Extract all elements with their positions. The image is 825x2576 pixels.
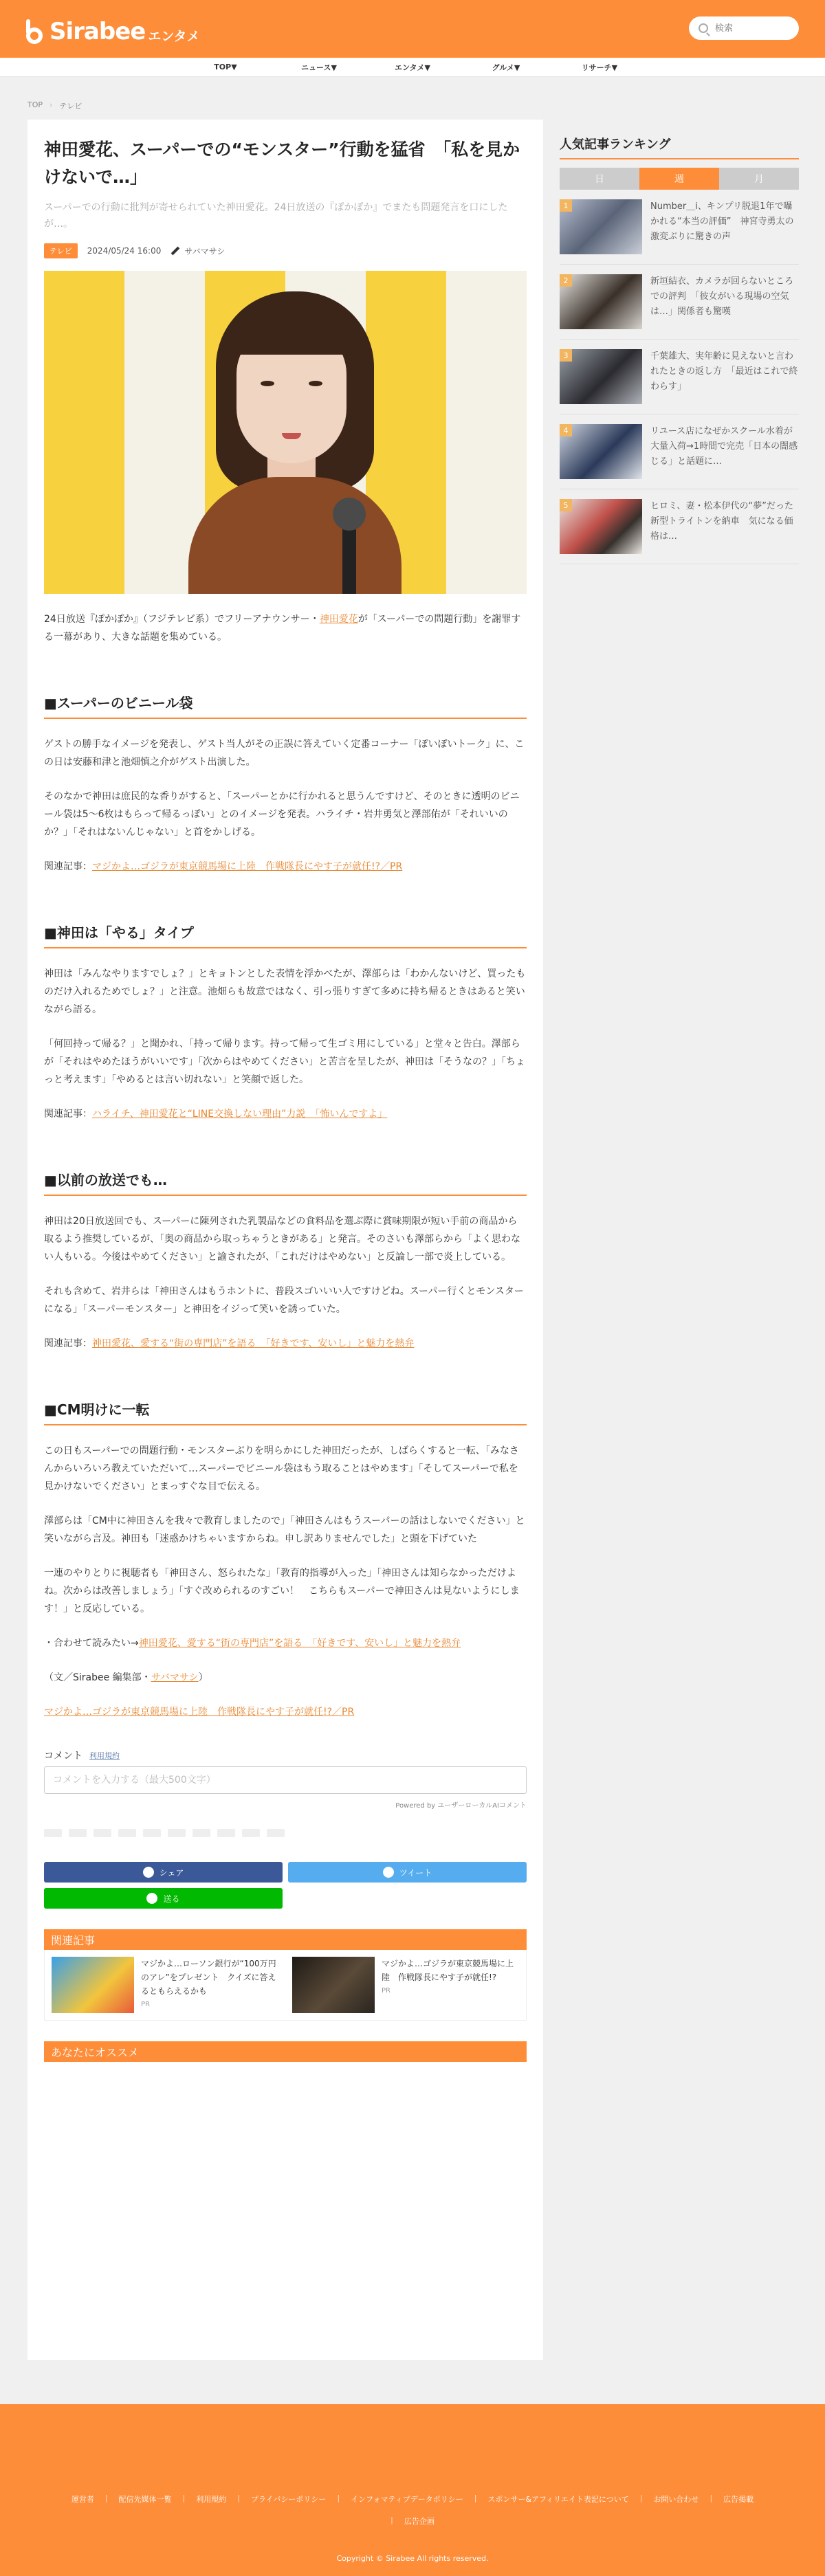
search-input[interactable] [715, 23, 784, 34]
line-icon [146, 1893, 157, 1904]
ranking-item[interactable] [560, 414, 799, 489]
article-author[interactable] [170, 245, 225, 257]
pr-link[interactable]: マジかよ…ゴジラが東京競馬場に上陸 作戦隊長にやす子が就任!?／PR [44, 1707, 355, 1718]
article-body [44, 610, 527, 1721]
rank-number: 4 [560, 424, 572, 436]
footer-link[interactable]: プライバシーポリシー [250, 2495, 327, 2504]
global-nav [0, 58, 825, 77]
also-read: ・合わせて読みたい→神田愛花、愛する“街の専門店”を語る 「好きです、安いし」と魅力を熱弁 [44, 1638, 461, 1649]
related-box [44, 1950, 527, 2021]
related-item[interactable] [285, 1950, 526, 2020]
paragraph: それも含めて、岩井らは「神田さんはもうホントに、普段スゴいいい人ですけどね。スーパー行くとモンスターになる」「スーパーモンスター」と神田をイジって笑いを誘っていた。 [44, 1286, 524, 1315]
tag[interactable] [44, 1829, 62, 1837]
ranking-thumbnail [560, 349, 642, 404]
tag[interactable] [217, 1829, 235, 1837]
tag[interactable] [192, 1829, 210, 1837]
article-main [28, 120, 543, 2360]
tag[interactable] [168, 1829, 186, 1837]
ranking-item[interactable] [560, 340, 799, 414]
related-box-heading: 関連記事 [44, 1929, 527, 1950]
rank-number: 1 [560, 199, 572, 212]
footer-link[interactable]: インフォマティブデータポリシー [351, 2495, 463, 2504]
ranking-thumbnail [560, 199, 642, 254]
related-article: 関連記事：マジかよ…ゴジラが東京競馬場に上陸 作戦隊長にやす子が就任!?／PR [44, 861, 403, 872]
comment-area [44, 1748, 527, 1810]
tag[interactable] [267, 1829, 285, 1837]
related-thumbnail [292, 1957, 375, 2013]
related-link[interactable]: 神田愛花、愛する“街の専門店”を語る 「好きです、安いし」と魅力を熱弁 [92, 1338, 415, 1349]
recommend-heading: あなたにオススメ [44, 2041, 527, 2062]
paragraph: そのなかで神田は庶民的な香りがすると、「スーパーとかに行かれると思うんですけど、そのときに透明のビニール袋は5〜6枚はもらって帰るっぽい」とのイメージを発表。ハライチ・岩井勇気と澤部佑が「それいいのか？」「それはないんじゃない」と首をかしげる。 [44, 791, 520, 838]
paragraph: 澤部らは「CM中に神田さんを我々で教育しましたので」「神田さんはもうスーパーの話はしないでください」と笑いながら言及。神田も「迷惑かけちゃいますからね。申し訳ありませんでした」と頭を下げていた [44, 1515, 525, 1544]
article-credit: （文／Sirabee 編集部・サバマサシ） [44, 1672, 208, 1683]
related-link[interactable]: ハライチ、神田愛花と“LINE交換しない理由”力説 「怖いんですよ」 [92, 1109, 388, 1120]
logo-sub: エンタメ [148, 28, 200, 44]
related-article: 関連記事：神田愛花、愛する“街の専門店”を語る 「好きです、安いし」と魅力を熱弁 [44, 1338, 415, 1349]
nav-entame[interactable]: エンタメ▼ [394, 63, 431, 72]
tag-list [44, 1829, 527, 1837]
facebook-icon [143, 1867, 154, 1878]
tag[interactable] [69, 1829, 87, 1837]
tag[interactable] [242, 1829, 260, 1837]
intro-person-link[interactable]: 神田愛花 [319, 614, 358, 625]
tag[interactable] [118, 1829, 136, 1837]
section-heading: ■スーパーのビニール袋 [44, 694, 527, 719]
comment-label: コメント [44, 1751, 82, 1762]
ranking-tabs [560, 168, 799, 190]
tag[interactable] [94, 1829, 111, 1837]
related-thumbnail [52, 1957, 134, 2013]
share-buttons [44, 1862, 527, 1909]
hero-image [44, 271, 527, 594]
nav-news[interactable]: ニュース▼ [301, 63, 337, 72]
also-read-link[interactable]: 神田愛花、愛する“街の専門店”を語る 「好きです、安いし」と魅力を熱弁 [138, 1638, 461, 1649]
ranking-item[interactable] [560, 190, 799, 265]
ranking-thumbnail [560, 499, 642, 554]
breadcrumb-category[interactable]: テレビ [59, 102, 82, 111]
paragraph: ゲストの勝手なイメージを発表し、ゲスト当人がその正誤に答えていく定番コーナー「ぽいぽいトーク」に、この日は安藤和津と池畑慎之介がゲスト出演した。 [44, 739, 525, 768]
footer-link[interactable]: 広告掲載 [723, 2495, 754, 2504]
ranking-title: ヒロミ、妻・松本伊代の“夢”だった新型トライトンを納車 気になる価格は… [650, 501, 793, 542]
ranking-title: 千葉雄大、実年齢に見えないと言われたときの返し方 「最近はこれで終わらす」 [650, 351, 798, 392]
footer-link[interactable]: スポンサー&アフィリエイト表記について [487, 2495, 629, 2504]
related-title: マジかよ…ローソン銀行が“100万円のアレ”をプレゼント クイズに答えるともらえるかも [141, 1959, 276, 1996]
ranking-item[interactable] [560, 265, 799, 340]
footer-link[interactable]: 利用規約 [196, 2495, 227, 2504]
site-logo[interactable] [25, 18, 200, 45]
ranking-title: リユース店になぜかスクール水着が大量入荷→1時間で完売「日本の闇感じる」と話題に… [650, 426, 798, 467]
rank-number: 2 [560, 274, 572, 287]
nav-research[interactable]: リサーチ▼ [581, 63, 618, 72]
rank-number: 3 [560, 349, 572, 362]
comment-credit: Powered by ユーザーローカルAIコメント [395, 1802, 527, 1810]
paragraph: 神田は20日放送回でも、スーパーに陳列された乳製品などの食料品を選ぶ際に賞味期限が短い手前の商品から取るよう推奨しているが、「奥の商品から取っちゃうときがある」と発言。そのさいも澤部らから「よく思わない人もいる。今後はやめてください」と諭されたが、「これだけはやめない」と反論し一部で炎上している。 [44, 1216, 520, 1263]
footer-link[interactable]: お問い合わせ [653, 2495, 699, 2504]
pr-label: PR [382, 1987, 390, 1995]
footer-link[interactable]: 運営者 [71, 2495, 94, 2504]
category-badge[interactable]: テレビ [44, 243, 78, 258]
ranking-thumbnail [560, 424, 642, 479]
search-icon [698, 23, 708, 33]
article-meta [44, 243, 527, 258]
related-item[interactable] [45, 1950, 285, 2020]
article-lead: スーパーでの行動に批判が寄せられていた神田愛花。24日放送の『ぽかぽか』でまたも問題発言を口にしたが…。 [44, 202, 508, 230]
pen-icon [171, 247, 180, 256]
logo-mark-icon [25, 19, 45, 44]
tab-day[interactable]: 日 [560, 168, 639, 190]
ranking-heading: 人気記事ランキング [560, 120, 799, 159]
pr-label: PR [141, 2001, 150, 2008]
site-header [0, 0, 825, 58]
logo-text: Sirabee [50, 18, 146, 45]
copyright: Copyright © Sirabee All rights reserved. [336, 2554, 489, 2563]
footer-link[interactable]: 広告企画 [404, 2517, 434, 2526]
section-heading: ■以前の放送でも… [44, 1171, 527, 1196]
breadcrumb-top[interactable]: TOP [28, 100, 43, 109]
twitter-icon [383, 1867, 394, 1878]
ranking-item[interactable] [560, 489, 799, 564]
paragraph: 神田は「みんなやりますでしょ？」とキョトンとした表情を浮かべたが、澤部らは「わかんないけど、買ったものだけ入れるためでしょ？」と注意。池畑らも故意ではなく、引っ張りすぎて多めに持ち帰るときはあると笑いながら語る。 [44, 968, 526, 1015]
search-box[interactable] [689, 16, 799, 40]
section-heading: ■CM明けに一転 [44, 1401, 527, 1425]
footer-link[interactable]: 配信先媒体一覧 [118, 2495, 172, 2504]
tab-week[interactable]: 週 [639, 168, 719, 190]
nav-top[interactable]: TOP▼ [214, 63, 237, 71]
ranking-title: 新垣結衣、カメラが回らないところでの評判 「彼女がいる現場の空気は…」関係者も驚嘆 [650, 276, 794, 317]
pr-line [44, 1703, 527, 1721]
breadcrumb-separator: › [50, 100, 53, 109]
related-title: マジかよ…ゴジラが東京競馬場に上陸 作戦隊長にやす子が就任!? [382, 1959, 514, 1982]
twitter-share-button[interactable]: ツイート [288, 1862, 527, 1883]
article-title: 神田愛花、スーパーでの“モンスター”行動を猛省 「私を見かけないで…」 [44, 140, 520, 187]
breadcrumb [28, 100, 82, 111]
site-footer [0, 2404, 825, 2576]
intro-paragraph: 24日放送『ぽかぽか』（フジテレビ系）でフリーアナウンサー・神田愛花が「スーパーでの問題行動」を謝罪する一幕があり、大きな話題を集めている。 [44, 614, 521, 643]
related-article: 関連記事：ハライチ、神田愛花と“LINE交換しない理由”力説 「怖いんですよ」 [44, 1109, 388, 1120]
microphone-icon [333, 498, 366, 531]
nav-gourmet[interactable]: グルメ▼ [492, 63, 520, 72]
line-share-button[interactable]: 送る [44, 1888, 283, 1909]
paragraph: 一連のやりとりに視聴者も「神田さん、怒られたな」「教育的指導が入った」「神田さんは知らなかっただけよね。次からは改善しましょう」「すぐ改められるのすごい！ こちらもスーパーで神田さんは見ないようにします！」と反応している。 [44, 1568, 520, 1614]
paragraph: この日もスーパーでの問題行動・モンスターぶりを明らかにした神田だったが、しばらくすると一転、「みなさんからいろいろ教えていただいて…スーパーでビニール袋はもう取ることはやめます」「そしてスーパーで私を見かけないでください」とまっすぐな目で伝える。 [44, 1445, 519, 1492]
credit-author-link[interactable]: サバマサシ [151, 1672, 199, 1683]
article-date: 2024/05/24 16:00 [87, 246, 162, 256]
comment-input[interactable]: コメントを入力する（最大500文字） [44, 1766, 527, 1794]
rank-number: 5 [560, 499, 572, 511]
terms-link[interactable]: 利用規約 [89, 1751, 120, 1760]
tag[interactable] [143, 1829, 161, 1837]
author-name: サバマサシ [184, 246, 226, 256]
related-link[interactable]: マジかよ…ゴジラが東京競馬場に上陸 作戦隊長にやす子が就任!?／PR [92, 861, 403, 872]
paragraph: 「何回持って帰る？」と聞かれ、「持って帰ります。持って帰って生ゴミ用にしている」と堂々と告白。澤部らが「それはやめたほうがいいです」「次からはやめてください」と苦言を呈したが、神田は「そうなの？」「ちょっと考えます」「やめるとは言い切れない」と笑顔で返した。 [44, 1039, 525, 1085]
tab-month[interactable]: 月 [719, 168, 799, 190]
section-heading: ■神田は「やる」タイプ [44, 924, 527, 948]
ranking-thumbnail [560, 274, 642, 329]
comment-header [44, 1748, 527, 1762]
ranking-title: Number＿i、キンプリ脱退1年で囁かれる“本当の評価” 神宮寺勇太の激変ぶりに驚きの声 [650, 201, 794, 242]
footer-links: 運営者 | 配信先媒体一覧 | 利用規約 | プライバシーポリシー | インフォマティブデータポリシー | スポンサー&アフィリエイト表記について | お問い合わせ | 広告掲載 | 広告企画 [71, 2494, 754, 2526]
facebook-share-button[interactable]: シェア [44, 1862, 283, 1883]
sidebar [560, 120, 799, 564]
